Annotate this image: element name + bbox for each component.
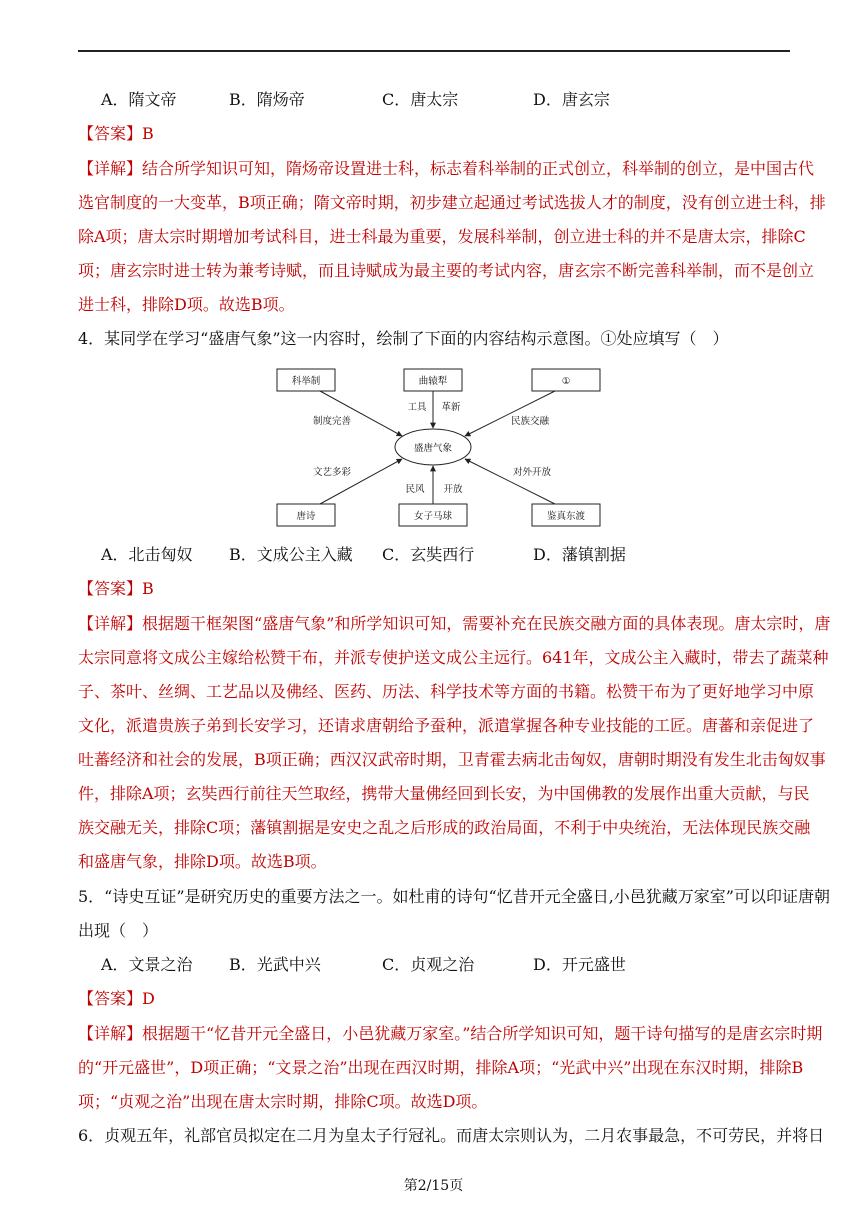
q5-answer: 【答案】D [78, 989, 155, 1008]
q3-option-b: B．隋炀帝 [229, 90, 305, 109]
q5-option-b: B．光武中兴 [229, 955, 321, 974]
q5-detail-line: 项；“贞观之治”出现在唐太宗时期，排除C项。故选D项。 [78, 1092, 488, 1111]
q4-answer: 【答案】B [78, 579, 154, 598]
q3-option-c: C．唐太宗 [382, 90, 459, 109]
q4-options [0, 545, 867, 565]
q4-option-b: B．文成公主入藏 [229, 545, 353, 564]
box-label: 女子马球 [413, 511, 453, 522]
box-label: 曲辕犁 [418, 376, 448, 387]
center-label: 盛唐气象 [413, 443, 453, 454]
edge-label: 工具 [407, 402, 427, 413]
box-label: 科举制 [291, 376, 321, 387]
q4-detail-line: 件，排除A项；玄奘西行前往天竺取经，携带大量佛经回到长安，为中国佛教的发展作出重大贡献，与民 [78, 784, 810, 803]
structure-diagram [270, 362, 610, 530]
edge-label: 对外开放 [512, 467, 552, 478]
q5-option-a: A．文景之治 [101, 955, 193, 974]
q3-option-a: A．隋文帝 [101, 90, 177, 109]
q4-detail-line: 文化，派遣贵族子弟到长安学习，还请求唐朝给予蚕种，派遣掌握各种专业技能的工匠。唐蕃和亲促进了 [78, 716, 815, 735]
page-number: 第2/15页 [403, 1178, 464, 1194]
q4-stem: 4．某同学在学习“盛唐气象”这一内容时，绘制了下面的内容结构示意图。①处应填写（ ） [78, 329, 729, 348]
q4-detail-line: 太宗同意将文成公主嫁给松赞干布，并派专使护送文成公主远行。641年，文成公主入藏时，带去了蔬菜种 [78, 648, 829, 667]
q3-detail-line: 【详解】结合所学知识可知，隋炀帝设置进士科，标志着科举制的正式创立，科举制的创立，是中国古代 [78, 159, 815, 178]
q5-option-d: D．开元盛世 [533, 955, 626, 974]
q3-detail-line: 选官制度的一大变革，B项正确；隋文帝时期，初步建立起通过考试选拔人才的制度，没有创立进士科，排 [78, 193, 826, 212]
q3-detail-line: 除A项；唐太宗时期增加考试科目，进士科最为重要，发展科举制，创立进士科的并不是唐太宗，排除C [78, 227, 806, 246]
edge-label: 开放 [443, 484, 463, 495]
q4-detail-line: 子、茶叶、丝绸、工艺品以及佛经、医药、历法、科学技术等方面的书籍。松赞干布为了更好地学习中原 [78, 682, 815, 701]
q3-answer: 【答案】B [78, 124, 154, 143]
q4-option-c: C．玄奘西行 [382, 545, 475, 564]
q4-option-d: D．藩镇割据 [533, 545, 626, 564]
q4-option-a: A．北击匈奴 [101, 545, 193, 564]
q4-detail-line: 和盛唐气象，排除D项。故选B项。 [78, 852, 327, 871]
edge-label: 民风 [405, 484, 425, 495]
q3-option-d: D．唐玄宗 [533, 90, 610, 109]
q6-stem-line: 6．贞观五年，礼部官员拟定在二月为皇太子行冠礼。而唐太宗则认为，二月农事最急，不可劳民，并将日 [78, 1126, 825, 1145]
edge-label: 革新 [441, 402, 461, 413]
header-rule [78, 50, 790, 52]
box-label: ① [561, 376, 571, 387]
edge-label: 制度完善 [312, 416, 352, 427]
q5-option-c: C．贞观之治 [382, 955, 475, 974]
box-label: 唐诗 [296, 511, 316, 522]
q5-stem-line: 出现（ ） [78, 921, 159, 940]
q5-options [0, 955, 867, 975]
q3-options [0, 90, 867, 110]
q5-stem-line: 5．“诗史互证”是研究历史的重要方法之一。如杜甫的诗句“忆昔开元全盛日,小邑犹藏万家室”可以印证唐朝 [78, 887, 830, 906]
q4-detail-line: 吐蕃经济和社会的发展，B项正确；西汉汉武帝时期，卫青霍去病北击匈奴，唐朝时期没有发生北击匈奴事 [78, 750, 826, 769]
q5-detail-line: 的“开元盛世”，D项正确；“文景之治”出现在西汉时期，排除A项；“光武中兴”出现在东汉时期，排除B [78, 1058, 804, 1077]
edge-label: 文艺多彩 [312, 467, 352, 478]
q4-detail-line: 族交融无关，排除C项；藩镇割据是安史之乱之后形成的政治局面，不利于中央统治，无法体现民族交融 [78, 818, 811, 837]
q5-detail-line: 【详解】根据题干“忆昔开元全盛日，小邑犹藏万家室。”结合所学知识可知，题干诗句描写的是唐玄宗时期 [78, 1024, 823, 1043]
edge-label: 民族交融 [510, 416, 550, 427]
q3-detail-line: 项；唐玄宗时进士转为兼考诗赋，而且诗赋成为最主要的考试内容，唐玄宗不断完善科举制，而不是创立 [78, 261, 815, 280]
q4-detail-line: 【详解】根据题干框架图“盛唐气象”和所学知识可知，需要补充在民族交融方面的具体表现。唐太宗时，唐 [78, 614, 831, 633]
q3-detail-line: 进士科，排除D项。故选B项。 [78, 295, 295, 314]
box-label: 鉴真东渡 [546, 511, 586, 522]
